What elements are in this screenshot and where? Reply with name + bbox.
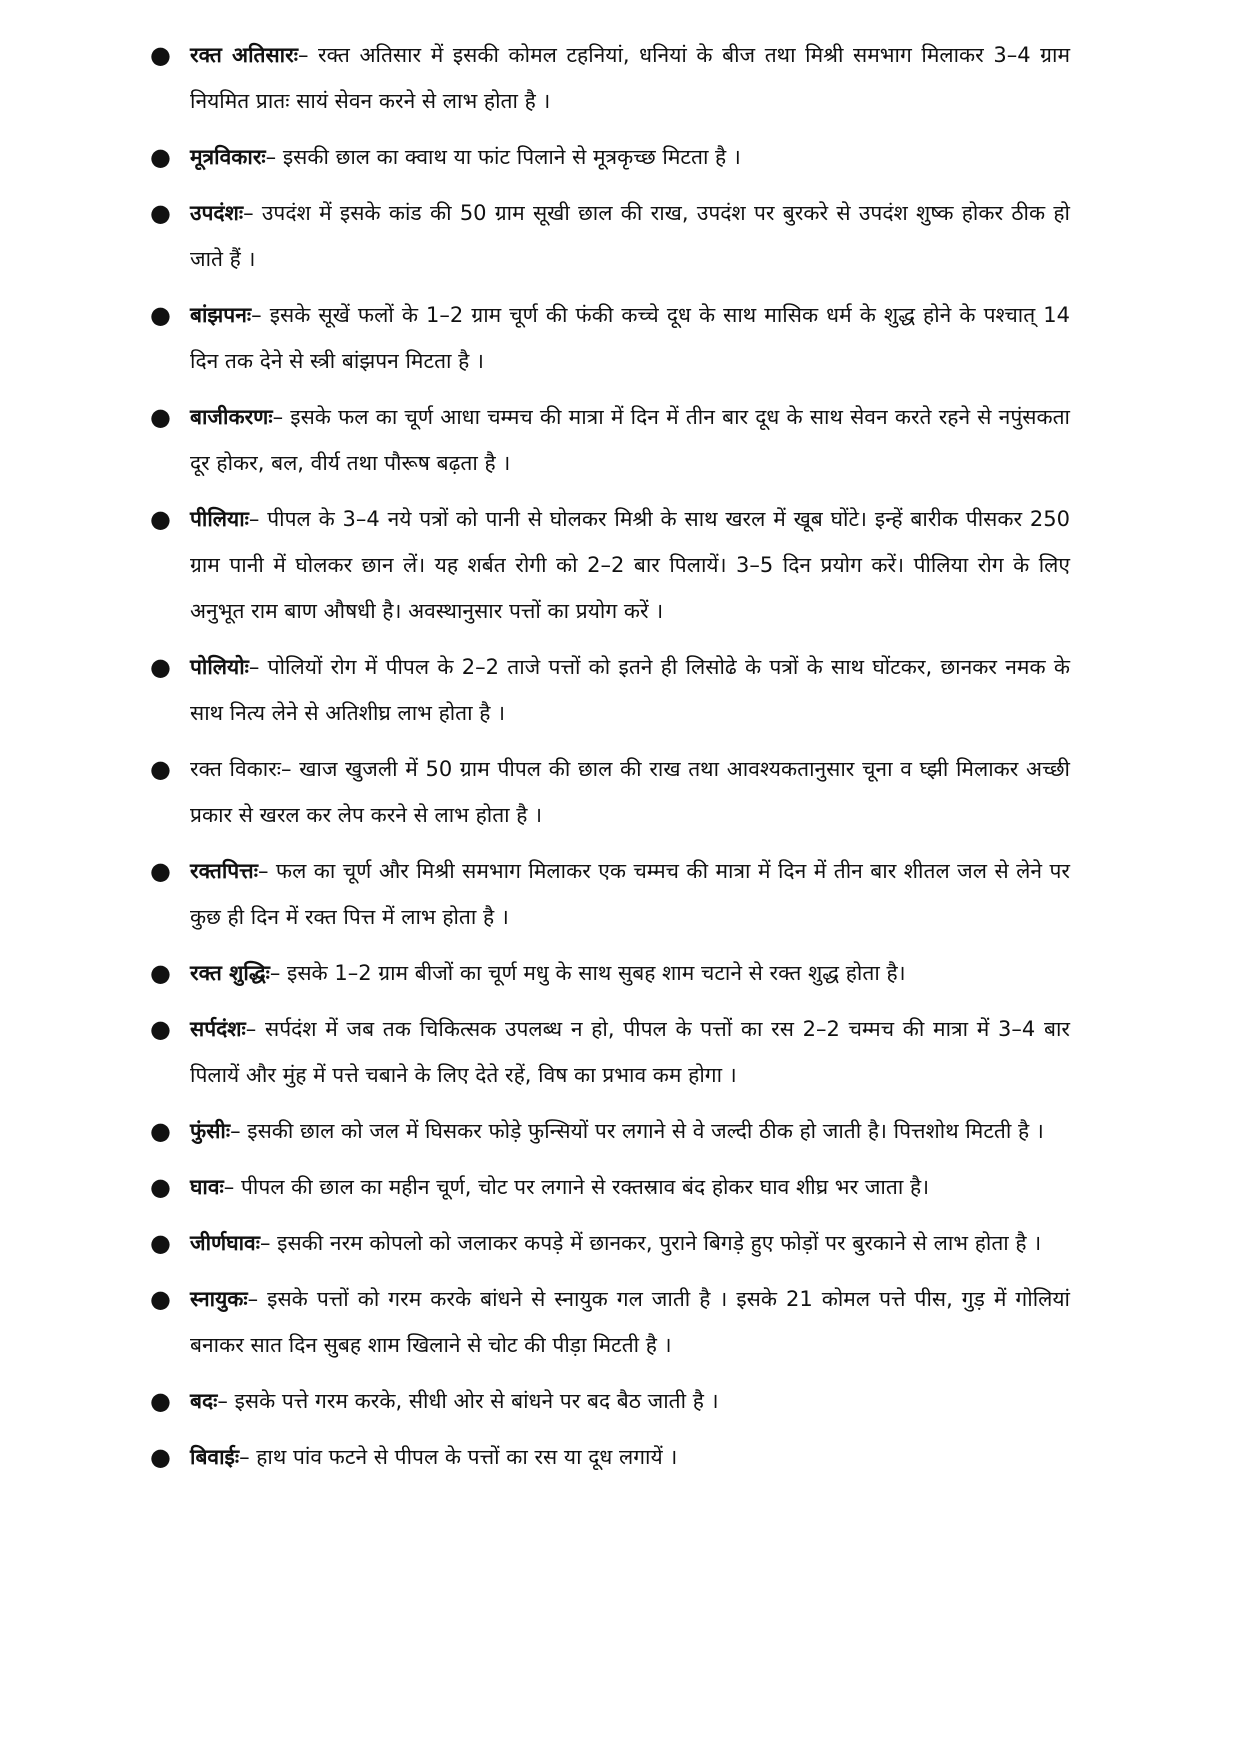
list-item bbox=[150, 1378, 1070, 1424]
entry-term: उपदंशः bbox=[190, 201, 244, 225]
entry-term: सर्पदंशः bbox=[190, 1017, 246, 1041]
entry-term: मूत्रविकारः bbox=[190, 145, 266, 169]
bullet-icon: ● bbox=[150, 1443, 171, 1471]
bullet-icon: ● bbox=[150, 301, 171, 329]
bullet-icon: ● bbox=[150, 1173, 171, 1201]
bullet-icon: ● bbox=[150, 143, 171, 171]
entry-text: – पीपल की छाल का महीन चूर्ण, चोट पर लगाने से रक्तस्राव बंद होकर घाव शीघ्र भर जाता है। bbox=[223, 1175, 930, 1199]
remedy-list bbox=[150, 32, 1070, 1490]
list-item bbox=[150, 848, 1070, 940]
entry-text: – इसके पत्तों को गरम करके बांधने से स्नायुक गल जाती है । इसके 21 कोमल पत्ते पीस, गुड़ में गोलियां बनाकर सात दिन सुबह शाम खिलाने से चोट की पीड़ा मिटती है । bbox=[190, 1287, 1070, 1357]
list-item bbox=[150, 394, 1070, 486]
entry-text: – इसके पत्ते गरम करके, सीधी ओर से बांधने पर बद बैठ जाती है । bbox=[217, 1389, 719, 1413]
entry-term: बदः bbox=[190, 1389, 218, 1413]
entry-term: जीर्णघावः bbox=[190, 1231, 260, 1255]
list-item bbox=[150, 134, 1070, 180]
entry-text: – इसकी छाल का क्वाथ या फांट पिलाने से मूत्रकृच्छ मिटता है । bbox=[265, 145, 741, 169]
list-item bbox=[150, 1220, 1070, 1266]
entry-text: – खाज खुजली में 50 ग्राम पीपल की छाल की राख तथा आवश्यकतानुसार चूना व घ्झी मिलाकर अच्छी प्रकार से खरल कर लेप करने से लाभ होता है । bbox=[190, 757, 1070, 827]
entry-text: – इसकी छाल को जल में घिसकर फोड़े फुन्सियों पर लगाने से वे जल्दी ठीक हो जाती है। पित्तशोथ मिटती है । bbox=[230, 1119, 1044, 1143]
bullet-icon: ● bbox=[150, 1015, 171, 1043]
entry-text: – रक्त अतिसार में इसकी कोमल टहनियां, धनियां के बीज तथा मिश्री समभाग मिलाकर 3–4 ग्राम नियमित प्रातः सायं सेवन करने से लाभ होता है । bbox=[190, 43, 1071, 113]
bullet-icon: ● bbox=[150, 857, 171, 885]
list-item bbox=[150, 1164, 1070, 1210]
list-item bbox=[150, 644, 1070, 736]
entry-term: रक्त अतिसारः bbox=[190, 43, 298, 67]
entry-term: पीलियाः bbox=[190, 507, 249, 531]
entry-term: स्नायुकः bbox=[190, 1287, 248, 1311]
entry-text: – इसके फल का चूर्ण आधा चम्मच की मात्रा में दिन में तीन बार दूध के साथ सेवन करते रहने से नपुंसकता दूर होकर, बल, वीर्य तथा पौरूष बढ़ता है । bbox=[190, 405, 1070, 475]
entry-term: बांझपनः bbox=[190, 303, 252, 327]
list-item bbox=[150, 1276, 1070, 1368]
list-item bbox=[150, 190, 1070, 282]
bullet-icon: ● bbox=[150, 505, 171, 533]
entry-text: – पीपल के 3–4 नये पत्रों को पानी से घोलकर मिश्री के साथ खरल में खूब घोंटे। इन्हें बारीक पीसकर 250 ग्राम पानी में घोलकर छान लें। यह शर्बत रोगी को 2–2 बार पिलायें। 3–5 दिन प्रयोग करें। पीलिया रोग के लिए अनुभूत राम बाण औषधी है। अवस्थानुसार पत्तों का प्रयोग करें । bbox=[190, 507, 1070, 623]
bullet-icon: ● bbox=[150, 959, 171, 987]
list-item bbox=[150, 950, 1070, 996]
entry-text: – हाथ पांव फटने से पीपल के पत्तों का रस या दूध लगायें । bbox=[239, 1445, 678, 1469]
entry-text: – इसकी नरम कोपलो को जलाकर कपड़े में छानकर, पुराने बिगड़े हुए फोड़ों पर बुरकाने से लाभ होता है । bbox=[259, 1231, 1042, 1255]
entry-term: रक्त विकारः bbox=[190, 757, 282, 781]
bullet-icon: ● bbox=[150, 403, 171, 431]
entry-text: – सर्पदंश में जब तक चिकित्सक उपलब्ध न हो, पीपल के पत्तों का रस 2–2 चम्मच की मात्रा में 3–4 बार पिलायें और मुंह में पत्ते चबाने के लिए देते रहें, विष का प्रभाव कम होगा । bbox=[190, 1017, 1070, 1087]
bullet-icon: ● bbox=[150, 1387, 171, 1415]
bullet-icon: ● bbox=[150, 1117, 171, 1145]
entry-term: रक्तपित्तः bbox=[190, 859, 258, 883]
bullet-icon: ● bbox=[150, 41, 171, 69]
entry-term: घावः bbox=[190, 1175, 224, 1199]
list-item bbox=[150, 1108, 1070, 1154]
list-item bbox=[150, 496, 1070, 634]
bullet-icon: ● bbox=[150, 755, 171, 783]
entry-term: रक्त शुद्धिः bbox=[190, 961, 270, 985]
list-item bbox=[150, 1006, 1070, 1098]
bullet-icon: ● bbox=[150, 1229, 171, 1257]
bullet-icon: ● bbox=[150, 199, 171, 227]
entry-text: – फल का चूर्ण और मिश्री समभाग मिलाकर एक चम्मच की मात्रा में दिन में तीन बार शीतल जल से लेने पर कुछ ही दिन में रक्त पित्त में लाभ होता है । bbox=[190, 859, 1070, 929]
bullet-icon: ● bbox=[150, 653, 171, 681]
entry-text: – पोलियों रोग में पीपल के 2–2 ताजे पत्तों को इतने ही लिसोढे के पत्रों के साथ घोंटकर, छानकर नमक के साथ नित्य लेने से अतिशीघ्र लाभ होता है । bbox=[190, 655, 1070, 725]
list-item bbox=[150, 32, 1070, 124]
list-item bbox=[150, 746, 1070, 838]
entry-text: – इसके सूखें फलों के 1–2 ग्राम चूर्ण की फंकी कच्चे दूध के साथ मासिक धर्म के शुद्ध होने के पश्चात् 14 दिन तक देने से स्त्री बांझपन मिटता है । bbox=[190, 303, 1070, 373]
list-item bbox=[150, 1434, 1070, 1480]
entry-term: फुंसीः bbox=[190, 1119, 231, 1143]
entry-text: – इसके 1–2 ग्राम बीजों का चूर्ण मधु के साथ सुबह शाम चटाने से रक्त शुद्ध होता है। bbox=[269, 961, 906, 985]
entry-term: बिवाईः bbox=[190, 1445, 240, 1469]
entry-term: पोलियोः bbox=[190, 655, 249, 679]
entry-text: – उपदंश में इसके कांड की 50 ग्राम सूखी छाल की राख, उपदंश पर बुरकरे से उपदंश शुष्क होकर ठीक हो जाते हैं । bbox=[190, 201, 1070, 271]
entry-term: बाजीकरणः bbox=[190, 405, 273, 429]
bullet-icon: ● bbox=[150, 1285, 171, 1313]
list-item bbox=[150, 292, 1070, 384]
